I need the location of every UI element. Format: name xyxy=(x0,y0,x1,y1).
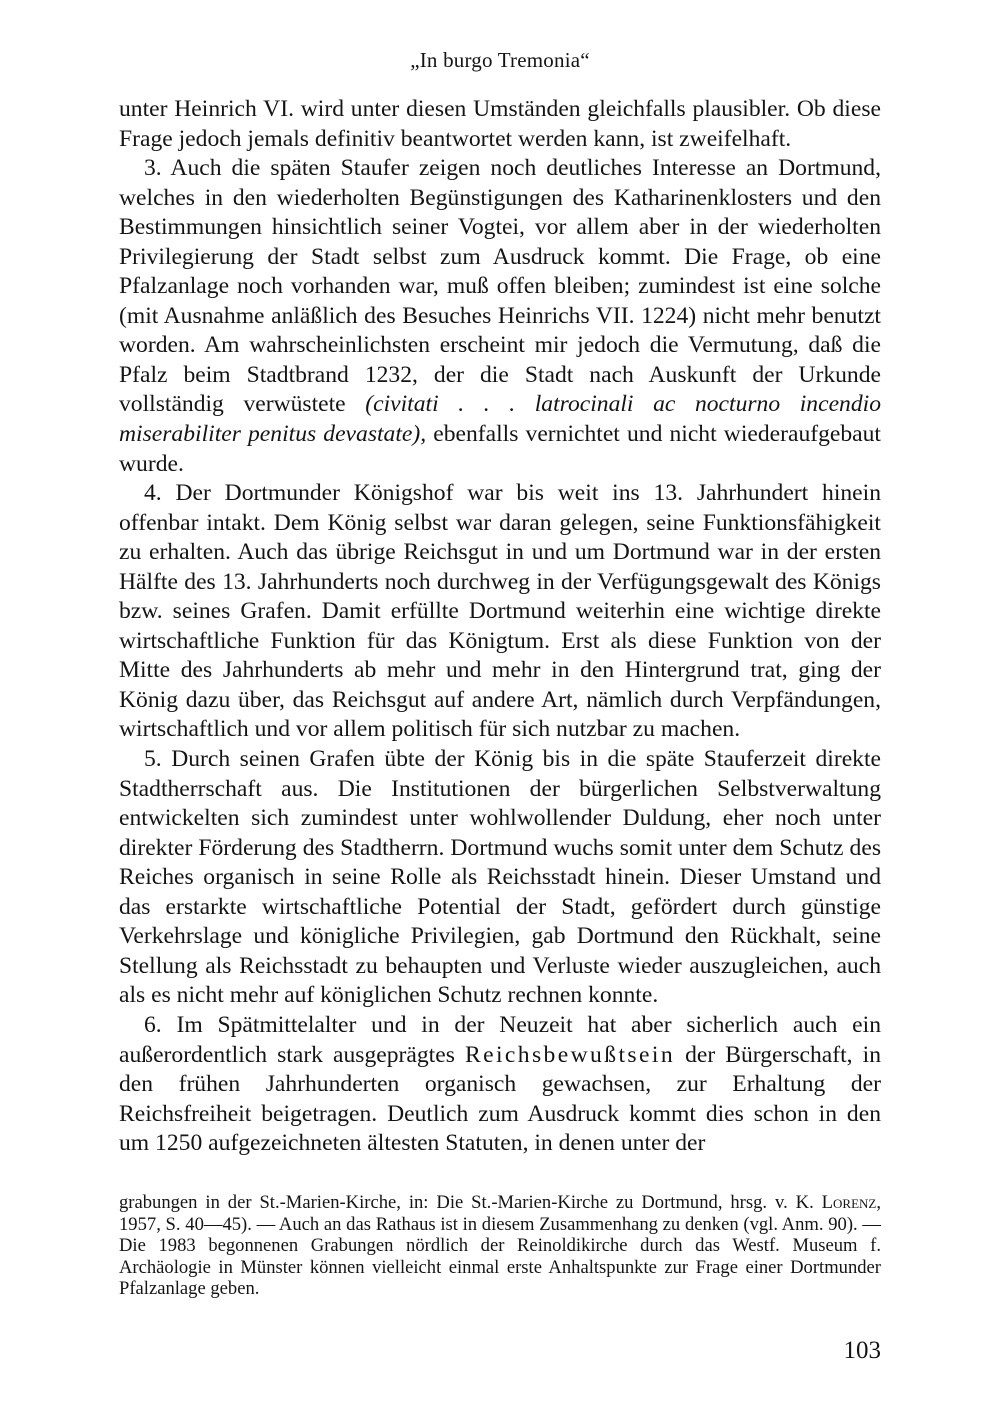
paragraph-6-spaced-term: Reichsbewußtsein xyxy=(464,1041,676,1068)
footnote-author: Lorenz xyxy=(821,1192,877,1213)
paragraph-3 xyxy=(119,154,881,479)
paragraph-3-end: ebenfalls vernichtet und nicht wiederaufgebaut wurde. xyxy=(119,421,881,477)
paragraph-continuation xyxy=(119,95,881,154)
page-number: 103 xyxy=(843,1337,881,1364)
footnote xyxy=(119,1192,881,1300)
paragraph-4-text: 4. Der Dortmunder Königshof war bis weit ins 13. Jahrhundert hinein offenbar intakt. Dem König selbst war daran gelegen, seine Funktionsfähigkeit zu erhalten. Auch das übrige Reichsgut in und um Dortmund war in der ersten Hälfte des 13. Jahrhunderts noch durchweg in der Verfügungsgewalt des Königs bzw. seines Grafen. Damit erfüllte Dortmund weiterhin eine wichtige direkte wirtschaftliche Funktion für das Königtum. Erst als diese Funktion von der Mitte des Jahrhunderts ab mehr und mehr in den Hintergrund trat, ging der König dazu über, das Reichsgut auf andere Art, nämlich durch Verpfändungen, wirtschaftlich und vor allem politisch für sich nutzbar zu machen. xyxy=(119,480,881,743)
paragraph-6 xyxy=(119,1011,881,1159)
main-text xyxy=(119,95,881,1159)
paragraph-6-text: 6. Im Spätmittelalter und in der Neuzeit hat aber sicherlich auch ein außerordentlich stark ausgeprägtes xyxy=(119,1011,881,1068)
paragraph-5 xyxy=(119,745,881,1011)
paragraph-3-text: 3. Auch die späten Staufer zeigen noch deutliches Interesse an Dortmund, welches in den wiederholten Begünstigungen des Katharinenklosters und den Bestimmungen hinsichtlich seiner Vogtei, vor allem aber in der wiederholten Privilegierung der Stadt selbst zum Ausdruck kommt. Die Frage, ob eine Pfalzanlage noch vorhanden war, muß offen bleiben; zumindest ist eine solche (mit Ausnahme anläßlich des Besuches Heinrichs VII. 1224) nicht mehr benutzt worden. Am wahrscheinlichsten erscheint mir jedoch die Vermutung, daß die Pfalz beim Stadtbrand 1232, der die Stadt nach Auskunft der Urkunde vollständig verwüstete xyxy=(119,155,881,418)
footnote-start: grabungen in der St.-Marien-Kirche, in: Die St.-Marien-Kirche zu Dortmund, hrsg. v. K. xyxy=(119,1192,822,1213)
footnote-text xyxy=(119,1192,881,1300)
paragraph-continuation-text: unter Heinrich VI. wird unter diesen Umständen gleichfalls plausibler. Ob diese Frage jedoch jemals definitiv beantwortet werden kann, ist zweifelhaft. xyxy=(119,96,881,152)
running-title: „In burgo Tremonia“ xyxy=(410,48,590,72)
paragraph-3-latin-quote: (civitati . . . latrocinali ac nocturno incendio miserabiliter penitus devastate), xyxy=(119,391,881,448)
paragraph-4 xyxy=(119,479,881,745)
footnote-end: , 1957, S. 40—45). — Auch an das Rathaus ist in diesem Zusammenhang zu denken (vgl. Anm. 90). — Die 1983 begonnenen Grabungen nördlich der Reinoldikirche durch das Westf. Museum f. Archäologie in Münster können vielleicht einmal erste Anhaltspunkte zur Frage einer Dortmunder Pfalzanlage geben. xyxy=(119,1192,881,1300)
paragraph-6-end: der Bürgerschaft, in den frühen Jahrhunderten organisch gewachsen, zur Erhaltung der Reichsfreiheit beigetragen. Deutlich zum Ausdruck kommt dies schon in den um 1250 aufgezeichneten ältesten Statuten, in denen unter der xyxy=(119,1041,881,1157)
paragraph-5-text: 5. Durch seinen Grafen übte der König bis in die späte Stauferzeit direkte Stadtherrschaft aus. Die Institutionen der bürgerlichen Selbstverwaltung entwickelten sich zumindest unter wohlwollender Duldung, eher noch unter direkter Förderung des Stadtherrn. Dortmund wuchs somit unter dem Schutz des Reiches organisch in seine Rolle als Reichsstadt hinein. Dieser Umstand und das erstarkte wirtschaftliche Potential der Stadt, gefördert durch günstige Verkehrslage und königliche Privilegien, gab Dortmund den Rückhalt, seine Stellung als Reichsstadt zu behaupten und Verluste wieder auszugleichen, auch als es nicht mehr auf königlichen Schutz rechnen konnte. xyxy=(119,746,881,1009)
